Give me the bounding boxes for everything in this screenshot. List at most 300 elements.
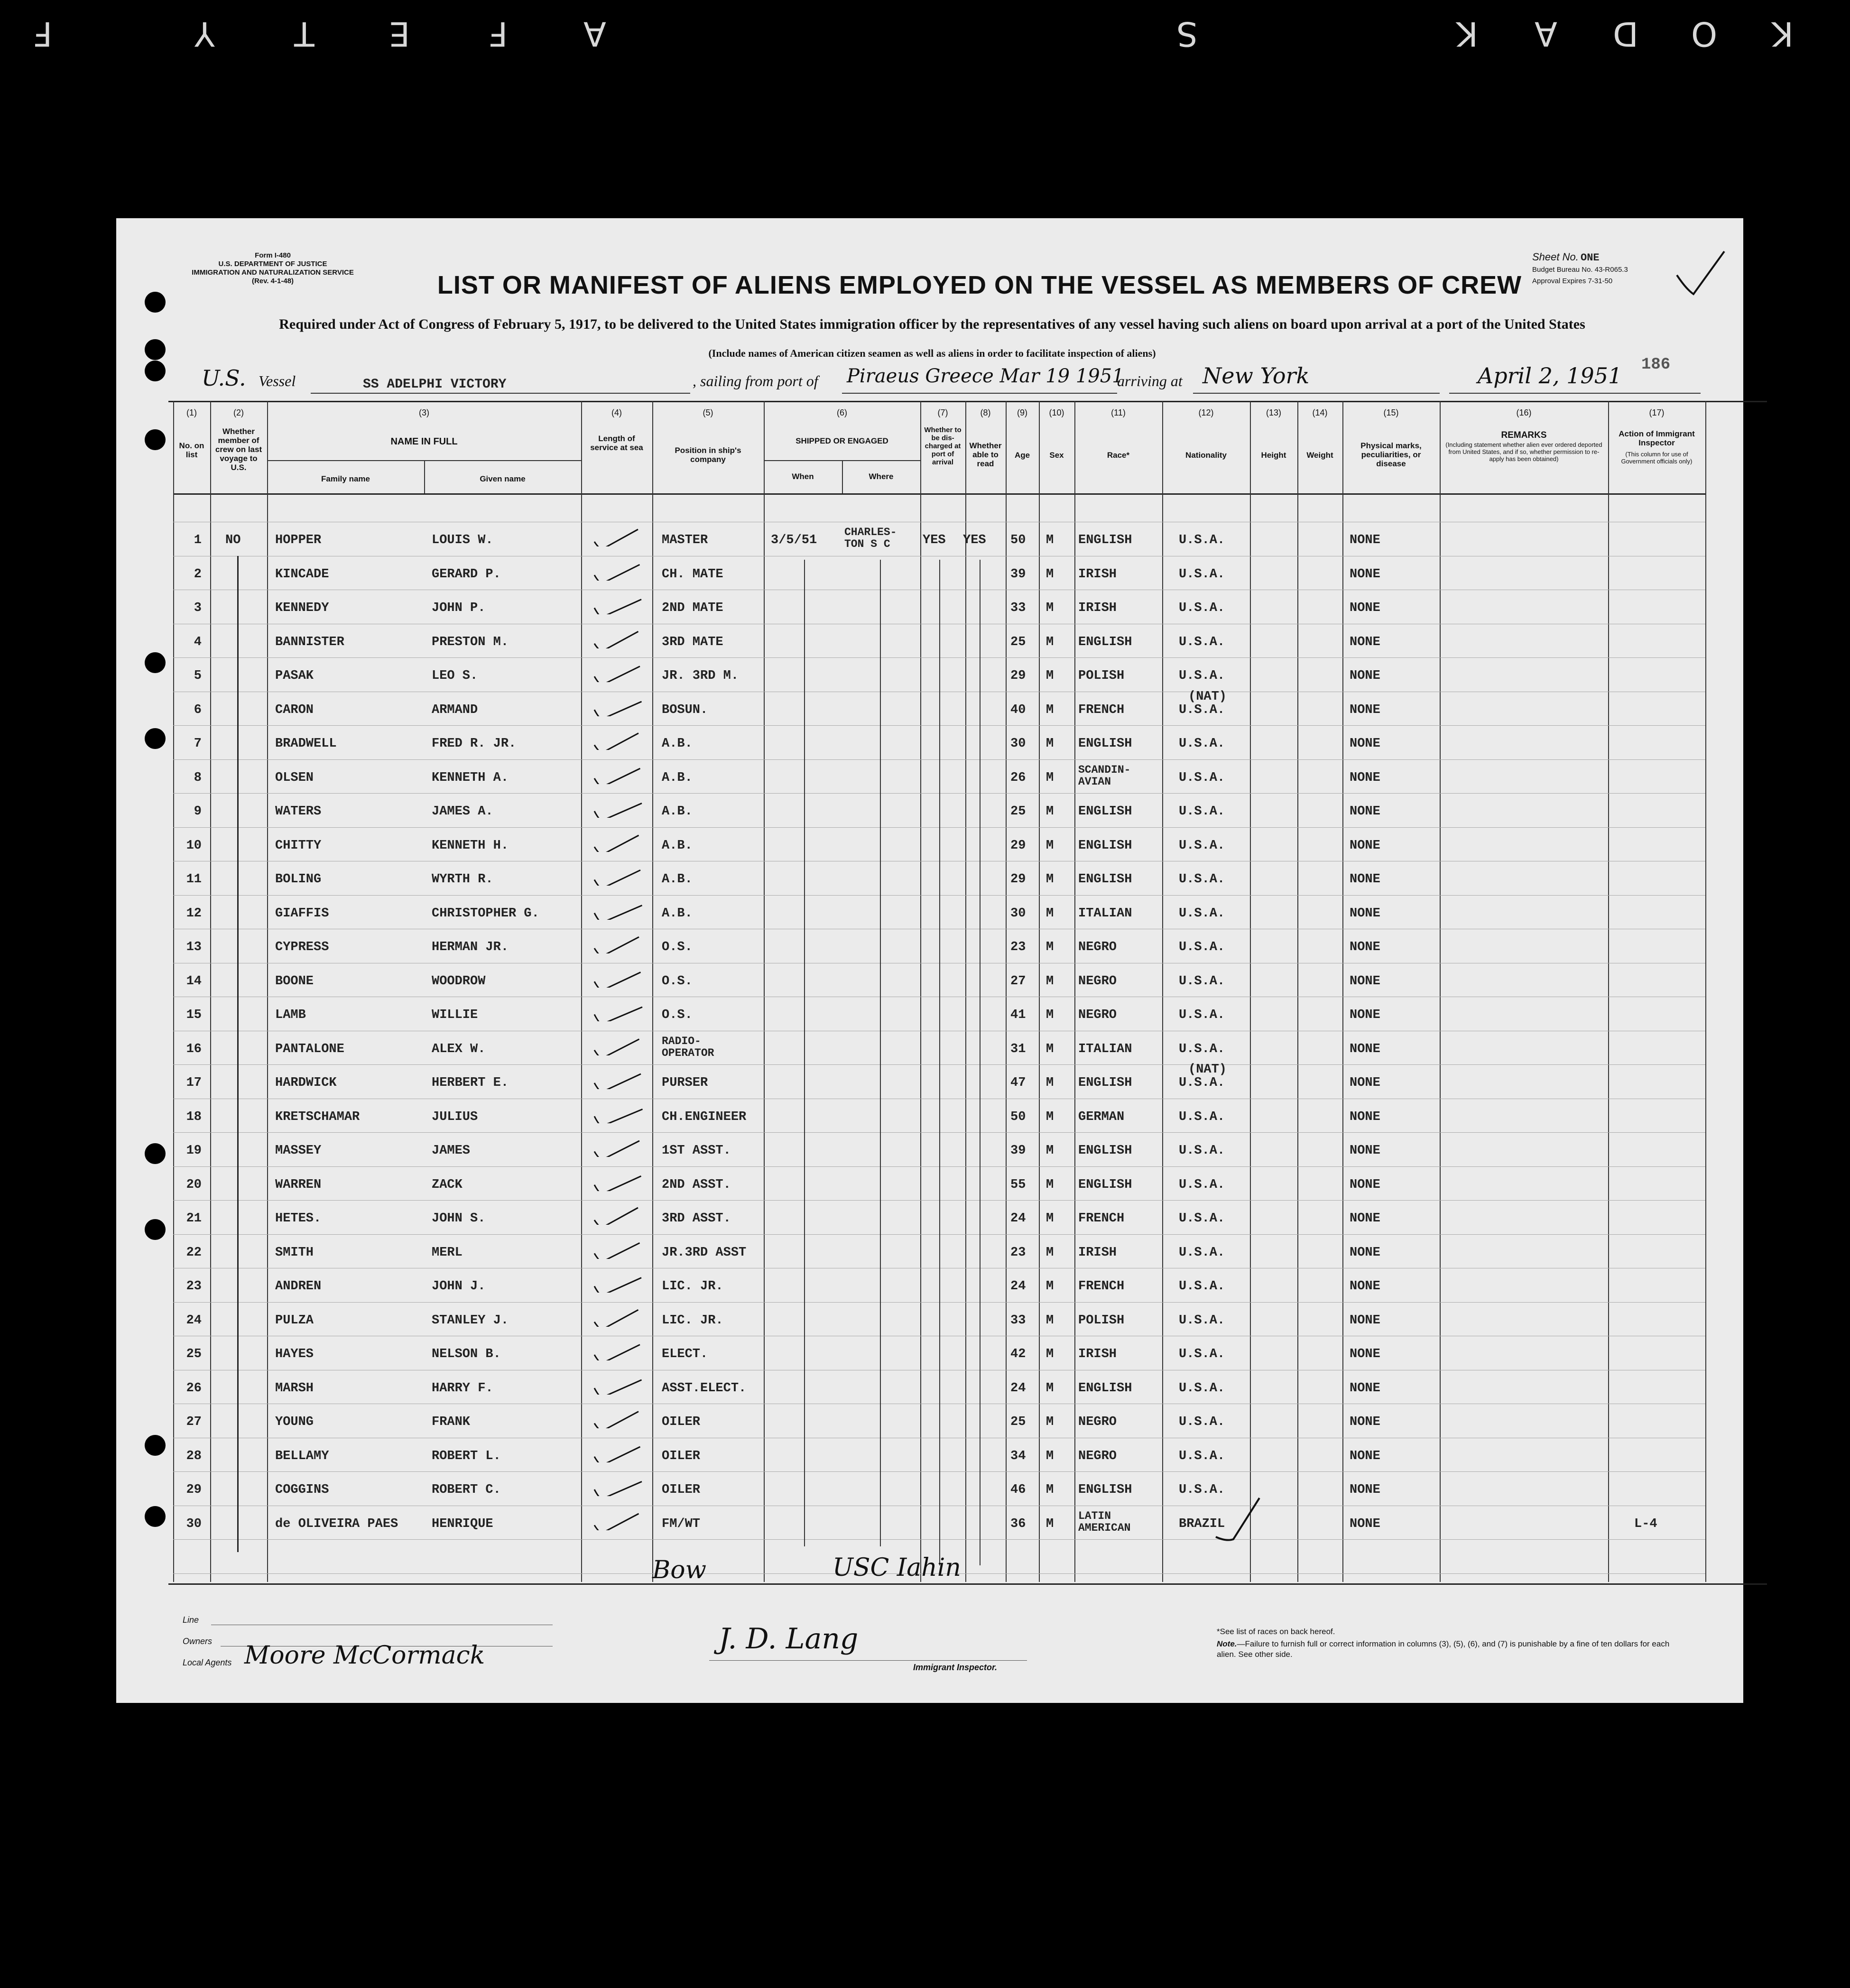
family-name: PASAK	[275, 669, 314, 683]
sex: M	[1046, 1347, 1054, 1361]
given-name: JAMES	[432, 1144, 471, 1158]
vessel-label: Vessel	[259, 372, 296, 389]
table-row	[116, 760, 1743, 795]
header-age: Age	[1014, 451, 1030, 460]
note-label: Note.	[1217, 1639, 1237, 1648]
check-mark-icon	[591, 595, 643, 614]
check-mark-icon	[591, 527, 643, 546]
given-name: WYRTH R.	[432, 872, 493, 887]
check-mark-icon	[591, 1341, 643, 1360]
family-name: BELLAMY	[275, 1449, 329, 1463]
row-number: 25	[186, 1347, 202, 1361]
table-row	[116, 1337, 1743, 1371]
table-row	[116, 1472, 1743, 1507]
family-name: GIAFFIS	[275, 906, 329, 921]
table-row	[116, 1235, 1743, 1269]
check-mark-icon	[591, 833, 643, 852]
header-where: Where	[869, 472, 894, 481]
ditto-line	[939, 560, 940, 1565]
row-number: 21	[186, 1211, 202, 1226]
col-number: (3)	[419, 408, 429, 417]
age: 25	[1010, 635, 1026, 649]
row-number: 24	[186, 1313, 202, 1328]
ditto-line	[880, 560, 881, 1546]
check-mark-icon	[591, 901, 643, 920]
sex: M	[1046, 669, 1054, 683]
sex: M	[1046, 1381, 1054, 1396]
race: ENGLISH	[1078, 533, 1132, 547]
age: 30	[1010, 737, 1026, 751]
physical-marks: NONE	[1350, 1076, 1380, 1090]
position: FM/WT	[662, 1516, 701, 1531]
sex: M	[1046, 1516, 1054, 1531]
position: OILER	[662, 1415, 701, 1429]
family-name: LAMB	[275, 1008, 306, 1022]
race: ENGLISH	[1078, 635, 1132, 649]
race: ENGLISH	[1078, 1177, 1132, 1192]
row-number: 28	[186, 1449, 202, 1463]
physical-marks: NONE	[1350, 1516, 1380, 1531]
position: A.B.	[662, 804, 693, 819]
sex: M	[1046, 635, 1054, 649]
approval-expiry: Approval Expires 7-31-50	[1532, 277, 1613, 285]
col-number: (1)	[186, 408, 197, 417]
col-number: (10)	[1049, 408, 1064, 417]
nationality: U.S.A.	[1179, 1347, 1225, 1361]
family-name: CHITTY	[275, 838, 322, 853]
position: A.B.	[662, 872, 693, 887]
nationality: U.S.A.	[1179, 1144, 1225, 1158]
given-name: LOUIS W.	[432, 533, 493, 547]
physical-marks: NONE	[1350, 1211, 1380, 1226]
header-action: Action of Immigrant Inspector	[1619, 429, 1695, 447]
given-name: FRED R. JR.	[432, 737, 517, 751]
given-name: JOHN S.	[432, 1211, 486, 1226]
subtitle: Required under Act of Congress of February 5, 1917, to be delivered to the United States immigration officer by the representatives of any vessel having such aliens on board upon arrival at a port of the United States	[279, 316, 1585, 332]
sex: M	[1046, 770, 1054, 785]
sex: M	[1046, 1042, 1054, 1056]
table-row	[116, 1405, 1743, 1439]
table-row	[116, 1507, 1743, 1541]
header-name: NAME IN FULL	[390, 436, 458, 447]
family-name: HOPPER	[275, 533, 322, 547]
col-number: (17)	[1649, 408, 1665, 417]
nationality: BRAZIL	[1179, 1516, 1225, 1531]
physical-marks: NONE	[1350, 1245, 1380, 1260]
race: ENGLISH	[1078, 1076, 1132, 1090]
port-underline	[842, 393, 1117, 394]
nationality: U.S.A.	[1179, 770, 1225, 785]
film-letter: O	[1691, 14, 1718, 53]
sheet-number	[1532, 251, 1684, 287]
race: IRISH	[1078, 1347, 1117, 1361]
given-name: CHRISTOPHER G.	[432, 906, 539, 921]
family-name: de OLIVEIRA PAES	[275, 1516, 398, 1531]
age: 46	[1010, 1483, 1026, 1497]
check-mark-icon	[591, 562, 643, 581]
table-row	[116, 896, 1743, 930]
check-mark-icon	[591, 1240, 643, 1259]
given-name: HERMAN JR.	[432, 940, 509, 954]
film-letter: D	[1613, 14, 1638, 53]
age: 24	[1010, 1211, 1026, 1226]
given-name: JAMES A.	[432, 804, 493, 819]
family-name: CYPRESS	[275, 940, 329, 954]
given-name: ZACK	[432, 1177, 462, 1192]
nationality: U.S.A.	[1179, 1381, 1225, 1396]
check-mark-icon	[591, 1138, 643, 1157]
race: ENGLISH	[1078, 1483, 1132, 1497]
header-separator	[173, 493, 1705, 495]
physical-marks: NONE	[1350, 1415, 1380, 1429]
physical-marks: NONE	[1350, 770, 1380, 785]
family-name: COGGINS	[275, 1483, 329, 1497]
age: 33	[1010, 601, 1026, 615]
bottom-mark: USC Iahin	[832, 1553, 961, 1582]
sex: M	[1046, 940, 1054, 954]
form-id	[178, 251, 368, 286]
age: 34	[1010, 1449, 1026, 1463]
film-letter: K	[1772, 14, 1794, 53]
given-name: KENNETH A.	[432, 770, 509, 785]
race: NEGRO	[1078, 1415, 1117, 1429]
physical-marks: NONE	[1350, 1449, 1380, 1463]
header-weight: Weight	[1306, 451, 1333, 460]
check-mark-icon	[591, 1308, 643, 1327]
table-row	[116, 1100, 1743, 1134]
film-letter: K	[1456, 14, 1478, 53]
given-name: STANLEY J.	[432, 1313, 509, 1328]
age: 50	[1010, 533, 1026, 547]
age: 27	[1010, 974, 1026, 989]
sex: M	[1046, 804, 1054, 819]
position: CH. MATE	[662, 567, 723, 582]
film-letter: F	[489, 14, 508, 53]
arriving-label: arriving at	[1117, 372, 1183, 389]
col-number: (12)	[1198, 408, 1214, 417]
nationality: U.S.A.	[1179, 1415, 1225, 1429]
film-letter: A	[1535, 14, 1557, 53]
table-row	[116, 1065, 1743, 1100]
col-number: (4)	[611, 408, 622, 417]
col-number: (14)	[1312, 408, 1328, 417]
sex: M	[1046, 567, 1054, 582]
nationality: U.S.A.	[1179, 737, 1225, 751]
race: GERMAN	[1078, 1110, 1125, 1124]
table-row	[116, 625, 1743, 659]
sex: M	[1046, 1415, 1054, 1429]
family-name: YOUNG	[275, 1415, 314, 1429]
check-mark-icon	[591, 697, 643, 716]
age: 36	[1010, 1516, 1026, 1531]
vessel-name: SS ADELPHI VICTORY	[363, 377, 507, 392]
age: 39	[1010, 1144, 1026, 1158]
physical-marks: NONE	[1350, 703, 1380, 717]
row-number: 4	[194, 635, 202, 649]
header-race: Race*	[1107, 451, 1130, 460]
age: 29	[1010, 838, 1026, 853]
nationality: U.S.A.	[1179, 1076, 1225, 1090]
family-name: PULZA	[275, 1313, 314, 1328]
date-underline	[1449, 393, 1701, 394]
physical-marks: NONE	[1350, 804, 1380, 819]
given-name: MERL	[432, 1245, 462, 1260]
table-row	[116, 1303, 1743, 1337]
table-row	[116, 726, 1743, 760]
position: BOSUN.	[662, 703, 708, 717]
race: IRISH	[1078, 1245, 1117, 1260]
col-number: (13)	[1266, 408, 1281, 417]
table-row	[116, 794, 1743, 828]
check-mark-icon	[1672, 247, 1729, 299]
physical-marks: NONE	[1350, 635, 1380, 649]
table-row	[116, 1371, 1743, 1405]
age: 24	[1010, 1381, 1026, 1396]
physical-marks: NONE	[1350, 940, 1380, 954]
check-mark-icon	[591, 1070, 643, 1089]
header-shipped: SHIPPED OR ENGAGED	[796, 436, 888, 445]
col-number: (6)	[837, 408, 847, 417]
row-number: 18	[186, 1110, 202, 1124]
col-number: (15)	[1383, 408, 1399, 417]
nationality: U.S.A.	[1179, 906, 1225, 921]
check-mark-icon	[591, 1477, 643, 1496]
row-number: 20	[186, 1177, 202, 1192]
owners-label: Owners	[183, 1637, 213, 1646]
ditto-line	[804, 560, 805, 1546]
header-remarks: REMARKS	[1501, 430, 1547, 440]
family-name: ANDREN	[275, 1279, 322, 1294]
naturalized-note: (NAT)	[1188, 1063, 1227, 1077]
shipped-when: 3/5/51	[771, 533, 817, 547]
check-mark-icon	[591, 934, 643, 953]
fine-note	[1217, 1639, 1682, 1660]
nationality: U.S.A.	[1179, 567, 1225, 582]
header-discharged: Whether to be dis-charged at port of arrival	[924, 426, 962, 466]
sex: M	[1046, 974, 1054, 989]
family-name: BOLING	[275, 872, 322, 887]
table-row	[116, 998, 1743, 1032]
table-row	[116, 1269, 1743, 1303]
col-number: (16)	[1516, 408, 1532, 417]
nationality: U.S.A.	[1179, 1042, 1225, 1056]
position: 1ST ASST.	[662, 1144, 731, 1158]
given-name: KENNETH H.	[432, 838, 509, 853]
given-name: GERARD P.	[432, 567, 501, 582]
position: LIC. JR.	[662, 1313, 723, 1328]
physical-marks: NONE	[1350, 1144, 1380, 1158]
race: POLISH	[1078, 1313, 1125, 1328]
check-mark-icon	[591, 731, 643, 750]
physical-marks: NONE	[1350, 1177, 1380, 1192]
physical-marks: NONE	[1350, 1483, 1380, 1497]
row-number: 22	[186, 1245, 202, 1260]
nationality: U.S.A.	[1179, 804, 1225, 819]
table-row	[116, 689, 1743, 727]
family-name: MARSH	[275, 1381, 314, 1396]
punch-hole	[145, 292, 166, 313]
given-name: PRESTON M.	[432, 635, 509, 649]
race: ENGLISH	[1078, 1381, 1132, 1396]
stamp-number: 186	[1641, 356, 1671, 374]
position: OILER	[662, 1449, 701, 1463]
sheet-label: Sheet No.	[1532, 251, 1579, 263]
film-letter: E	[389, 14, 410, 53]
race: NEGRO	[1078, 1449, 1117, 1463]
table-row	[116, 523, 1743, 557]
physical-marks: NONE	[1350, 838, 1380, 853]
header-height: Height	[1261, 451, 1286, 460]
check-mark-icon	[591, 1511, 643, 1530]
nationality: U.S.A.	[1179, 1008, 1225, 1022]
given-name: HARRY F.	[432, 1381, 493, 1396]
nationality: U.S.A.	[1179, 669, 1225, 683]
nationality: U.S.A.	[1179, 1449, 1225, 1463]
sailing-label: , sailing from port of	[693, 372, 818, 389]
check-mark-icon	[591, 1002, 643, 1021]
col-number: (2)	[233, 408, 244, 417]
header-remarks-sub: (Including statement whether alien ever ordered deported from United States, and if so, whether permission to re-apply has been obtained)	[1445, 441, 1602, 462]
position: A.B.	[662, 737, 693, 751]
family-name: KINCADE	[275, 567, 329, 582]
nationality: U.S.A.	[1179, 1483, 1225, 1497]
sex: M	[1046, 703, 1054, 717]
position: PURSER	[662, 1076, 708, 1090]
family-name: BANNISTER	[275, 635, 344, 649]
table-row	[116, 964, 1743, 998]
film-letter: T	[294, 14, 314, 53]
position: OILER	[662, 1483, 701, 1497]
check-mark-icon	[591, 1409, 643, 1428]
physical-marks: NONE	[1350, 737, 1380, 751]
physical-marks: NONE	[1350, 1110, 1380, 1124]
sex: M	[1046, 838, 1054, 853]
position: MASTER	[662, 533, 708, 547]
header-action-sub: (This column for use of Government officials only)	[1621, 451, 1693, 465]
row-number: 16	[186, 1042, 202, 1056]
nationality: U.S.A.	[1179, 838, 1225, 853]
nationality: U.S.A.	[1179, 974, 1225, 989]
age: 29	[1010, 669, 1026, 683]
note-text: —Failure to furnish full or correct information in columns (3), (5), (6), and (7) is punishable by a fine of ten dollars for each alien. See other side.	[1217, 1639, 1670, 1659]
race: NEGRO	[1078, 1008, 1117, 1022]
family-name: HETES.	[275, 1211, 322, 1226]
row-number: 26	[186, 1381, 202, 1396]
given-name: ARMAND	[432, 703, 478, 717]
row-number: 27	[186, 1415, 202, 1429]
position: RADIO- OPERATOR	[662, 1035, 714, 1059]
row-number: 11	[186, 872, 202, 887]
form-id-line: (Rev. 4-1-48)	[251, 277, 294, 285]
sex: M	[1046, 872, 1054, 887]
given-name: FRANK	[432, 1415, 471, 1429]
race: FRENCH	[1078, 1211, 1125, 1226]
age: 42	[1010, 1347, 1026, 1361]
col-number: (9)	[1017, 408, 1027, 417]
physical-marks: NONE	[1350, 1042, 1380, 1056]
row-number: 9	[194, 804, 202, 819]
physical-marks: NONE	[1350, 1313, 1380, 1328]
sheet-value: ONE	[1581, 252, 1600, 264]
line-label: Line	[183, 1615, 199, 1625]
vessel-prefix: U.S.	[202, 365, 246, 391]
inspector-signature: J. D. Lang	[719, 1622, 859, 1655]
race: ITALIAN	[1078, 906, 1132, 921]
physical-marks: NONE	[1350, 601, 1380, 615]
nationality: U.S.A.	[1179, 872, 1225, 887]
given-name: WILLIE	[432, 1008, 478, 1022]
check-mark-icon	[591, 1206, 643, 1225]
given-name: HENRIQUE	[432, 1516, 493, 1531]
age: 41	[1010, 1008, 1026, 1022]
sex: M	[1046, 533, 1054, 547]
row-number: 23	[186, 1279, 202, 1294]
age: 47	[1010, 1076, 1026, 1090]
check-mark-icon	[591, 799, 643, 818]
physical-marks: NONE	[1350, 567, 1380, 582]
arrival-port: New York	[1202, 363, 1310, 388]
table-row	[116, 862, 1743, 896]
given-name: WOODROW	[432, 974, 486, 989]
header-sex: Sex	[1049, 451, 1064, 460]
check-mark-icon	[1212, 1494, 1264, 1546]
header-nationality: Nationality	[1185, 451, 1227, 460]
given-name: LEO S.	[432, 669, 478, 683]
physical-marks: NONE	[1350, 1279, 1380, 1294]
able-read: YES	[963, 533, 986, 547]
given-name: JOHN P.	[432, 601, 486, 615]
physical-marks: NONE	[1350, 1347, 1380, 1361]
nationality: U.S.A.	[1179, 1177, 1225, 1192]
nationality: U.S.A.	[1179, 703, 1225, 717]
physical-marks: NONE	[1350, 1008, 1380, 1022]
race: NEGRO	[1078, 974, 1117, 989]
physical-marks: NONE	[1350, 1381, 1380, 1396]
age: 31	[1010, 1042, 1026, 1056]
family-name: SMITH	[275, 1245, 314, 1260]
row-number: 19	[186, 1144, 202, 1158]
family-name: CARON	[275, 703, 314, 717]
given-name: ROBERT L.	[432, 1449, 501, 1463]
given-name: HERBERT E.	[432, 1076, 509, 1090]
sex: M	[1046, 601, 1054, 615]
family-name: WARREN	[275, 1177, 322, 1192]
race: SCANDIN- AVIAN	[1078, 763, 1131, 788]
header-whether-member: Whether member of crew on last voyage to U.S.	[215, 427, 262, 472]
race: NEGRO	[1078, 940, 1117, 954]
age: 25	[1010, 804, 1026, 819]
age: 26	[1010, 770, 1026, 785]
age: 55	[1010, 1177, 1026, 1192]
table-row	[116, 1133, 1743, 1167]
shipped-where: CHARLES- TON S C	[844, 526, 897, 550]
age: 40	[1010, 703, 1026, 717]
position: ELECT.	[662, 1347, 708, 1361]
header-length: Length of service at sea	[590, 434, 643, 452]
position: O.S.	[662, 974, 693, 989]
table-row	[116, 1167, 1743, 1202]
table-row	[116, 658, 1743, 693]
header-when: When	[792, 472, 814, 481]
nationality: U.S.A.	[1179, 1211, 1225, 1226]
physical-marks: NONE	[1350, 533, 1380, 547]
age: 39	[1010, 567, 1026, 582]
film-edge	[0, 14, 1850, 57]
check-mark-icon	[591, 969, 643, 988]
nationality: U.S.A.	[1179, 1313, 1225, 1328]
film-letter: A	[583, 14, 606, 53]
physical-marks: NONE	[1350, 669, 1380, 683]
